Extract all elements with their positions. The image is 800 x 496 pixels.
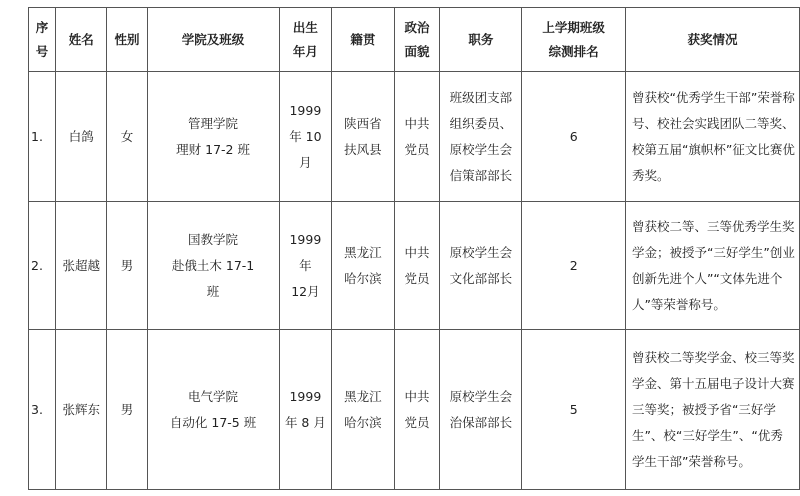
header-gender: 性别 [107,8,147,72]
cell-gender: 男 [107,330,147,490]
header-position: 职务 [440,8,522,72]
candidates-table [28,7,800,490]
cell-gender: 女 [107,72,147,202]
cell-political: 中共 党员 [394,330,440,490]
cell-name: 张超越 [56,202,107,330]
header-college-class: 学院及班级 [147,8,279,72]
cell-college-class: 国教学院 赴俄土木 17-1 班 [147,202,279,330]
table-row [29,202,800,330]
header-name: 姓名 [56,8,107,72]
cell-awards: 曾获校“优秀学生干部”荣誉称号、校社会实践团队二等奖、校第五届“旗帜杯”征文比赛优秀奖。 [625,72,799,202]
cell-index: 3. [29,330,56,490]
cell-political: 中共 党员 [394,202,440,330]
cell-birth: 1999 年 12月 [279,202,332,330]
header-birth: 出生 年月 [279,8,332,72]
cell-birth: 1999 年 10 月 [279,72,332,202]
cell-awards: 曾获校二等、三等优秀学生奖学金；被授予“三好学生”创业创新先进个人”“文体先进个人”等荣誉称号。 [625,202,799,330]
cell-origin: 黑龙江 哈尔滨 [332,330,395,490]
cell-name: 张辉东 [56,330,107,490]
header-political: 政治 面貌 [394,8,440,72]
cell-birth: 1999 年 8 月 [279,330,332,490]
cell-college-class: 管理学院 理财 17-2 班 [147,72,279,202]
cell-rank: 5 [522,330,626,490]
cell-position: 原校学生会 治保部部长 [440,330,522,490]
cell-awards: 曾获校二等奖学金、校三等奖学金、第十五届电子设计大赛三等奖；被授予省“三好学生”、校“三好学生”、“优秀学生干部”荣誉称号。 [625,330,799,490]
header-origin: 籍贯 [332,8,395,72]
cell-index: 1. [29,72,56,202]
cell-college-class: 电气学院 自动化 17-5 班 [147,330,279,490]
cell-position: 原校学生会 文化部部长 [440,202,522,330]
cell-index: 2. [29,202,56,330]
cell-origin: 陕西省 扶风县 [332,72,395,202]
cell-gender: 男 [107,202,147,330]
cell-name: 白鸽 [56,72,107,202]
header-row [29,8,800,72]
cell-rank: 2 [522,202,626,330]
cell-rank: 6 [522,72,626,202]
header-awards: 获奖情况 [625,8,799,72]
cell-origin: 黑龙江 哈尔滨 [332,202,395,330]
cell-political: 中共 党员 [394,72,440,202]
header-index: 序 号 [29,8,56,72]
header-rank: 上学期班级 综测排名 [522,8,626,72]
table-row [29,72,800,202]
table-row [29,330,800,490]
cell-position: 班级团支部 组织委员、 原校学生会 信策部部长 [440,72,522,202]
